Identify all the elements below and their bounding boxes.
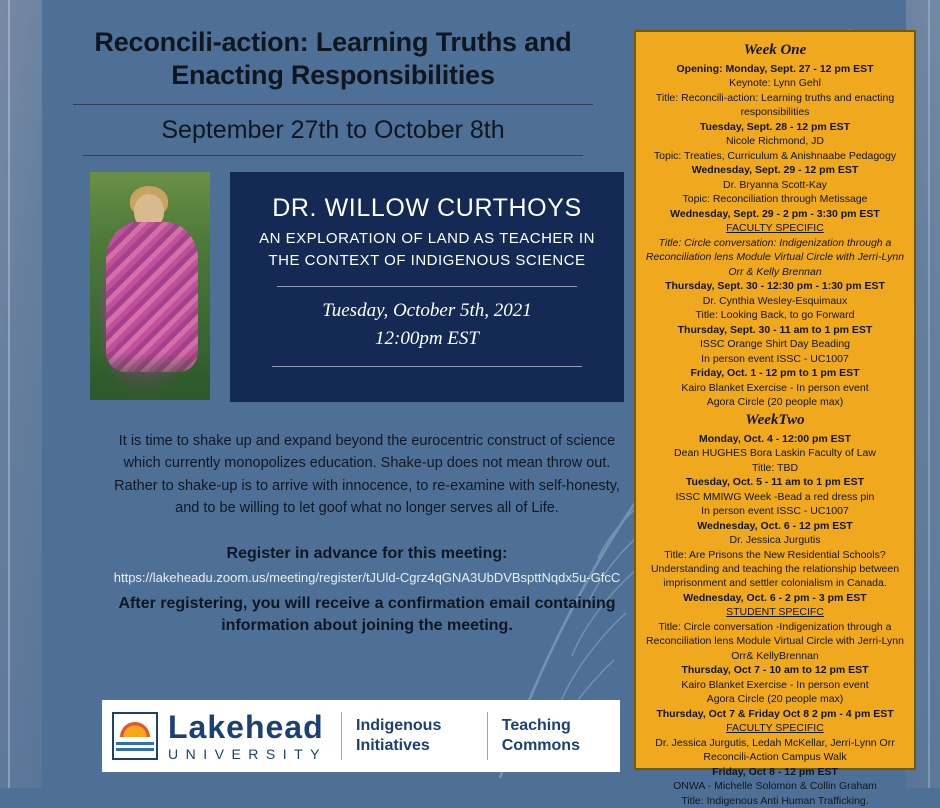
logo-name: Lakehead	[168, 709, 324, 745]
schedule-line: Topic: Reconciliation through Metissage	[682, 193, 868, 206]
schedule-line: In person event ISSC - UC1007	[701, 352, 849, 365]
week-two-list	[644, 432, 906, 808]
schedule-line: Title: Reconcili-action: Learning truths and enacting responsibilities	[655, 91, 895, 119]
schedule-line: Friday, Oct 8 - 12 pm EST	[712, 765, 838, 778]
schedule-line: Wednesday, Oct. 6 - 2 pm - 3 pm EST	[683, 591, 867, 604]
schedule-line: Kairo Blanket Exercise - In person event	[681, 381, 869, 394]
schedule-line: ISSC MMIWG Week -Bead a red dress pin	[675, 490, 875, 503]
schedule-line: Title: Are Prisons the New Residential Schools? Understanding and teaching the relationship between imprisonment and settler colonialism in Canada.	[650, 548, 900, 590]
schedule-line: STUDENT SPECIFC	[726, 606, 824, 619]
schedule-line: Thursday, Sept. 30 - 11 am to 1 pm EST	[677, 323, 873, 336]
photo-shawl	[106, 222, 198, 372]
schedule-line: Wednesday, Sept. 29 - 2 pm - 3:30 pm EST	[670, 207, 880, 220]
schedule-line: Friday, Oct. 1 - 12 pm to 1 pm EST	[690, 367, 860, 380]
page-title: Reconcili-action: Learning Truths and Enacting Responsibilities	[94, 27, 572, 90]
speaker-section	[50, 172, 624, 402]
schedule-line: Wednesday, Sept. 29 - 12 pm EST	[691, 164, 859, 177]
schedule-line: Dean HUGHES Bora Laskin Faculty of Law	[674, 447, 876, 460]
abstract-text: It is time to shake up and expand beyond the eurocentric construct of science which currently monopolizes education. Shake-up does not mean throw out. Rather to shake-up is to arrive with innocence, to re-examine with self-honesty, and to be willing to let goof what no longer serves all of Life.	[114, 433, 620, 517]
wave-icon	[116, 742, 154, 754]
schedule-line: Agora Circle (20 people max)	[706, 693, 844, 706]
photo-foreground	[90, 352, 210, 400]
schedule-line: ONWA - Michelle Solomon & Collin Graham	[673, 780, 877, 793]
schedule-line: Opening: Monday, Sept. 27 - 12 pm EST	[676, 63, 874, 75]
divider-top	[73, 104, 593, 105]
logo-divider-1	[341, 712, 342, 760]
schedule-line: Reconcili-Action Campus Walk	[703, 751, 847, 764]
logo-bar	[102, 700, 620, 772]
schedule-line: Agora Circle (20 people max)	[706, 396, 844, 409]
schedule-line: Dr. Jessica Jurgutis	[729, 534, 821, 547]
schedule-line: Title: Looking Back, to go Forward	[695, 309, 855, 322]
feather-decoration-left	[0, 0, 42, 788]
schedule-line: Topic: Treaties, Curriculum & Anishnaabe Pedagogy	[653, 149, 897, 162]
schedule-line: Thursday, Oct 7 & Friday Oct 8 2 pm - 4 pm EST	[656, 707, 894, 720]
schedule-line: Dr. Cynthia Wesley-Esquimaux	[702, 294, 848, 307]
week-one-heading: Week One	[743, 42, 807, 58]
schedule-line: Dr. Bryanna Scott-Kay	[723, 178, 827, 191]
schedule-line: Monday, Oct. 4 - 12:00 pm EST	[698, 432, 852, 445]
schedule-line: Thursday, Oct 7 - 10 am to 12 pm EST	[681, 664, 869, 677]
sun-icon	[120, 722, 150, 737]
divider-bottom	[83, 155, 583, 156]
event-time: 12:00pm EST	[375, 328, 479, 349]
schedule-line: FACULTY SPECIFIC	[726, 222, 824, 235]
poster-left-column	[42, 0, 624, 788]
schedule-line: Keynote: Lynn Gehl	[729, 77, 821, 90]
schedule-line: Title: Indigenous Anti Human Trafficking.	[681, 794, 869, 807]
register-link[interactable]: https://lakeheadu.zoom.us/meeting/register/tJUld-Cgrz4qGNA3UbDVBspttNqdx5u-GfcC	[113, 570, 621, 585]
week-one-list	[644, 62, 906, 410]
logo-unit-indigenous: Indigenous Initiatives	[356, 717, 442, 754]
schedule-line: Kairo Blanket Exercise - In person event	[681, 678, 869, 691]
speaker-photo	[90, 172, 210, 400]
schedule-line: In person event ISSC - UC1007	[701, 505, 849, 518]
registration-block	[100, 545, 634, 636]
panel-divider-top	[277, 286, 577, 287]
event-date: Tuesday, October 5th, 2021	[322, 299, 532, 321]
schedule-line: Dr. Jessica Jurgutis, Ledah McKellar, Jerri-Lynn Orr	[655, 736, 895, 749]
schedule-line: ISSC Orange Shirt Day Beading	[700, 338, 850, 351]
schedule-line: FACULTY SPECIFIC	[726, 722, 824, 735]
schedule-line: Title: TBD	[751, 461, 799, 474]
logo-unit-teaching: Teaching Commons	[501, 717, 580, 754]
schedule-line: Tuesday, Oct. 5 - 11 am to 1 pm EST	[685, 476, 865, 489]
event-date-range: September 27th to October 8th	[161, 115, 505, 144]
logo-university: UNIVERSITY	[168, 746, 328, 762]
schedule-line: Wednesday, Oct. 6 - 12 pm EST	[697, 519, 853, 532]
week-two-heading: WeekTwo	[745, 411, 805, 428]
schedule-line: Tuesday, Sept. 28 - 12 pm EST	[699, 120, 851, 133]
lakehead-wordmark	[168, 711, 327, 761]
panel-divider-bottom	[272, 366, 582, 367]
speaker-talk-title: AN EXPLORATION OF LAND AS TEACHER IN THE CONTEXT OF INDIGENOUS SCIENCE	[259, 230, 595, 269]
schedule-line: Nicole Richmond, JD	[725, 135, 825, 148]
speaker-panel	[230, 172, 624, 402]
title-block	[42, 0, 624, 156]
speaker-name: DR. WILLOW CURTHOYS	[272, 194, 582, 222]
lakehead-crest-icon	[112, 712, 158, 760]
schedule-panel	[634, 30, 916, 807]
register-note: After registering, you will receive a confirmation email containing information about joining the meeting.	[118, 595, 616, 634]
schedule-line: Title: Circle conversation -Indigenization through a Reconciliation lens Module Virtual Circle with Jerri-Lynn Orr& KellyBrennan	[646, 620, 904, 662]
schedule-line: Thursday, Sept. 30 - 12:30 pm - 1:30 pm EST	[665, 280, 885, 293]
logo-divider-2	[487, 712, 488, 760]
register-heading: Register in advance for this meeting:	[226, 545, 508, 562]
schedule-line: Title: Circle conversation: Indigenization through a Reconciliation lens Module Virtual Circle with Jerri-Lynn Orr & Kelly Brennan	[645, 236, 905, 278]
